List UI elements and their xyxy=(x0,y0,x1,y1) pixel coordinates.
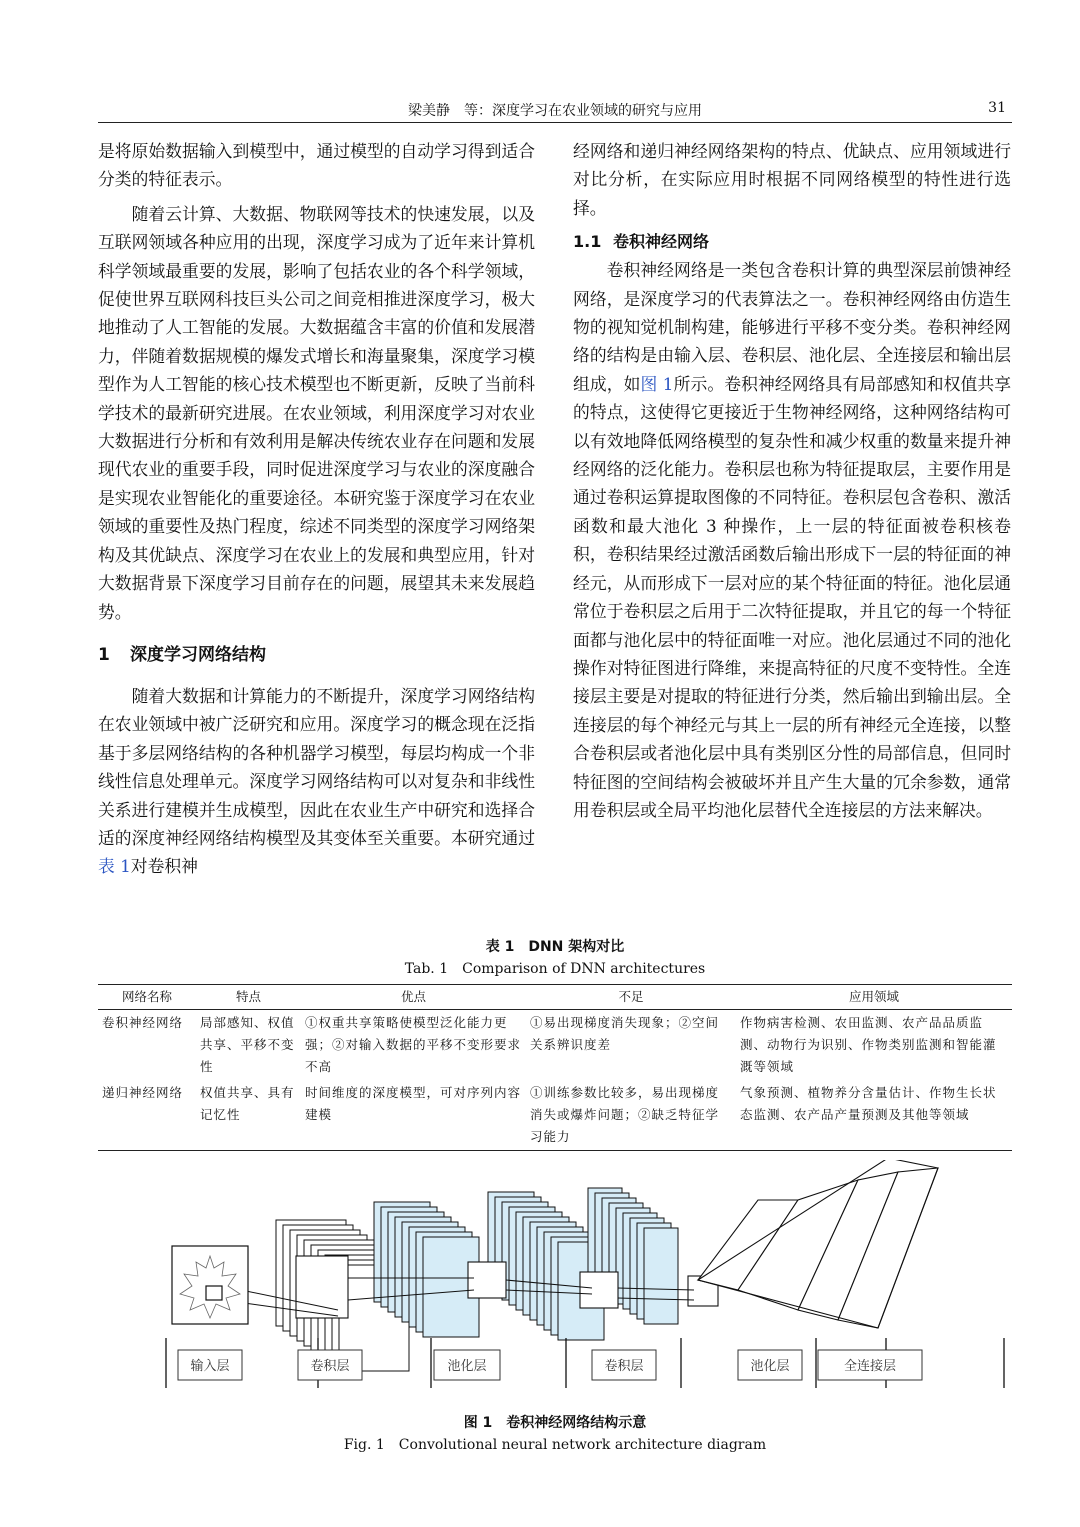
paragraph-text: 所示。卷积神经网络具有局部感知和权值共享的特点，这使得它更接近于生物神经网络，这种网络结构可以有效地降低网络模型的复杂性和减少权重的数量来提升神经网络的泛化能力。卷积层也称为特征提取层，主要作用是通过卷积运算提取图像的不同特征。卷积层包含卷积、激活函数和最大池化 3 种操作，上一层的特征面被卷积核卷积，卷积结果经过激活函数后输出形成下一层的特征面的神经元，从而形成下一层对应的某个特征面的特征。池化层通常位于卷积层之后用于二次特征提取，并且它的每一个特征面都与池化层中的特征面唯一对应。池化层通过不同的池化操作对特征图进行降维，来提高特征的尺度不变特性。全连接层主要是对提取的特征进行分类，然后输出到输出层。全连接层的每个神经元与其上一层的所有神经元全连接，以整合卷积层或者池化层中具有类别区分性的局部信息，但同时特征图的空间结构会被破坏并且产生大量的冗余参数，通常用卷积层或全局平均池化层替代全连接层的方法来解决。 xyxy=(573,373,1011,820)
column-header: 不足 xyxy=(526,985,736,1010)
receptive-field xyxy=(468,1262,506,1298)
running-header xyxy=(98,98,1012,123)
cnn-architecture-diagram xyxy=(98,1160,1012,1410)
paragraph-text: 对卷积神 xyxy=(130,856,198,877)
table-cell: 时间维度的深度模型，可对序列内容建模 xyxy=(301,1080,526,1151)
layer-label: 卷积层 xyxy=(604,1359,644,1374)
table-row xyxy=(98,1010,1012,1081)
table-cell: 权值共享、具有记忆性 xyxy=(196,1080,301,1151)
table-caption-en: Tab. 1 Comparison of DNN architectures xyxy=(404,961,706,977)
column-header: 网络名称 xyxy=(98,985,196,1010)
table-cell: 气象预测、植物养分含量估计、作物生长状态监测、农产品产量预测及其他等领域 xyxy=(736,1080,1012,1151)
table-cell: ①易出现梯度消失现象；②空间关系辨识度差 xyxy=(530,1015,720,1052)
column-header: 优点 xyxy=(301,985,526,1010)
feature-map xyxy=(644,1228,678,1324)
section-title: 深度学习网络结构 xyxy=(130,644,266,665)
figure-reference-link[interactable]: 图 1 xyxy=(640,373,674,394)
page-number: 31 xyxy=(988,100,1006,116)
subsection-number: 1.1 xyxy=(573,232,602,252)
layer-label: 池化层 xyxy=(750,1359,790,1374)
left-column xyxy=(98,137,535,881)
table-header-row xyxy=(98,985,1012,1010)
layer-label: 全连接层 xyxy=(843,1359,897,1374)
journal-title: 梁美静 等：深度学习在农业领域的研究与应用 xyxy=(408,103,702,119)
column-header: 应用领域 xyxy=(736,985,1012,1010)
table-caption-zh: 表 1 DNN 架构对比 xyxy=(485,939,625,955)
paragraph xyxy=(573,256,1011,824)
paragraph-text: 随着大数据和计算能力的不断提升，深度学习网络结构在农业领域中被广泛研究和应用。深度学习的概念现在泛指基于多层网络结构的各种机器学习模型，每层均构成一个非线性信息处理单元。深度学习网络结构可以对复杂和非线性关系进行建模并生成模型，因此在农业生产中研究和选择合适的深度神经网络结构模型及其变体至关重要。本研究通过 xyxy=(98,685,535,848)
table-cell: ①训练参数比较多，易出现梯度消失或爆炸问题；②缺乏特征学习能力 xyxy=(526,1080,736,1151)
input-image xyxy=(172,1246,248,1324)
figure-caption-zh: 图 1 卷积神经网络结构示意 xyxy=(463,1415,647,1431)
dnn-comparison-table xyxy=(98,984,1012,1151)
paragraph: 是将原始数据输入到模型中，通过模型的自动学习得到适合分类的特征表示。 xyxy=(98,141,535,190)
table-cell: 作物病害检测、农田监测、农产品品质监测、动物行为识别、作物类别监测和智能灌溉等领域 xyxy=(740,1015,997,1074)
subsection-title: 卷积神经网络 xyxy=(613,232,710,252)
section-number: 1 xyxy=(98,644,110,665)
column-header: 特点 xyxy=(196,985,301,1010)
paragraph: 经网络和递归神经网络架构的特点、优缺点、应用领域进行对比分析，在实际应用时根据不同网络模型的特性进行选择。 xyxy=(573,141,1011,218)
subsection-heading xyxy=(573,228,1011,256)
table-reference-link[interactable]: 表 1 xyxy=(98,856,131,877)
section-heading xyxy=(98,640,535,670)
right-column xyxy=(573,137,1011,824)
layer-labels xyxy=(178,1350,922,1380)
figure-caption-en: Fig. 1 Convolutional neural network architecture diagram xyxy=(343,1437,767,1453)
paragraph-text: 卷积神经网络是一类包含卷积计算的典型深层前馈神经网络，是深度学习的代表算法之一。卷积神经网络由仿造生物的视知觉机制构建，能够进行平移不变分类。卷积神经网络的结构是由输入层、卷积层、池化层、全连接层和输出层组成，如 xyxy=(573,260,1011,394)
layer-label: 卷积层 xyxy=(310,1359,350,1374)
feature-maps xyxy=(276,1160,938,1371)
paragraph xyxy=(98,682,535,881)
layer-label: 输入层 xyxy=(190,1359,230,1374)
receptive-field xyxy=(296,1256,348,1318)
table-cell: 局部感知、权值共享、平移不变性 xyxy=(200,1015,295,1074)
table-cell: ①权重共享策略使模型泛化能力更强；②对输入数据的平移不变形要求不高 xyxy=(305,1015,522,1074)
table-row xyxy=(98,1080,1012,1151)
table-cell: 递归神经网络 xyxy=(98,1080,196,1151)
table-cell: 卷积神经网络 xyxy=(102,1015,184,1030)
paragraph: 随着云计算、大数据、物联网等技术的快速发展，以及互联网领域各种应用的出现，深度学习成为了近年来计算机科学领域最重要的发展，影响了包括农业的各个科学领域，促使世界互联网科技巨头公司之间竞相推进深度学习，极大地推动了人工智能的发展。大数据蕴含丰富的价值和发展潜力，伴随着数据规模的爆发式增长和海量聚集，深度学习模型作为人工智能的核心技术模型也不断更新，反映了当前科学技术的最新研究进展。在农业领域，利用深度学习对农业大数据进行分析和有效利用是解决传统农业存在问题和发展现代农业的重要手段，同时促进深度学习与农业的深度融合是实现农业智能化的重要途径。本研究鉴于深度学习在农业领域的重要性及热门程度，综述不同类型的深度学习网络架构及其优缺点、深度学习在农业上的发展和典型应用，针对大数据背景下深度学习目前存在的问题，展望其未来发展趋势。 xyxy=(98,203,535,622)
receptive-field xyxy=(580,1272,618,1308)
layer-label: 池化层 xyxy=(447,1359,487,1374)
